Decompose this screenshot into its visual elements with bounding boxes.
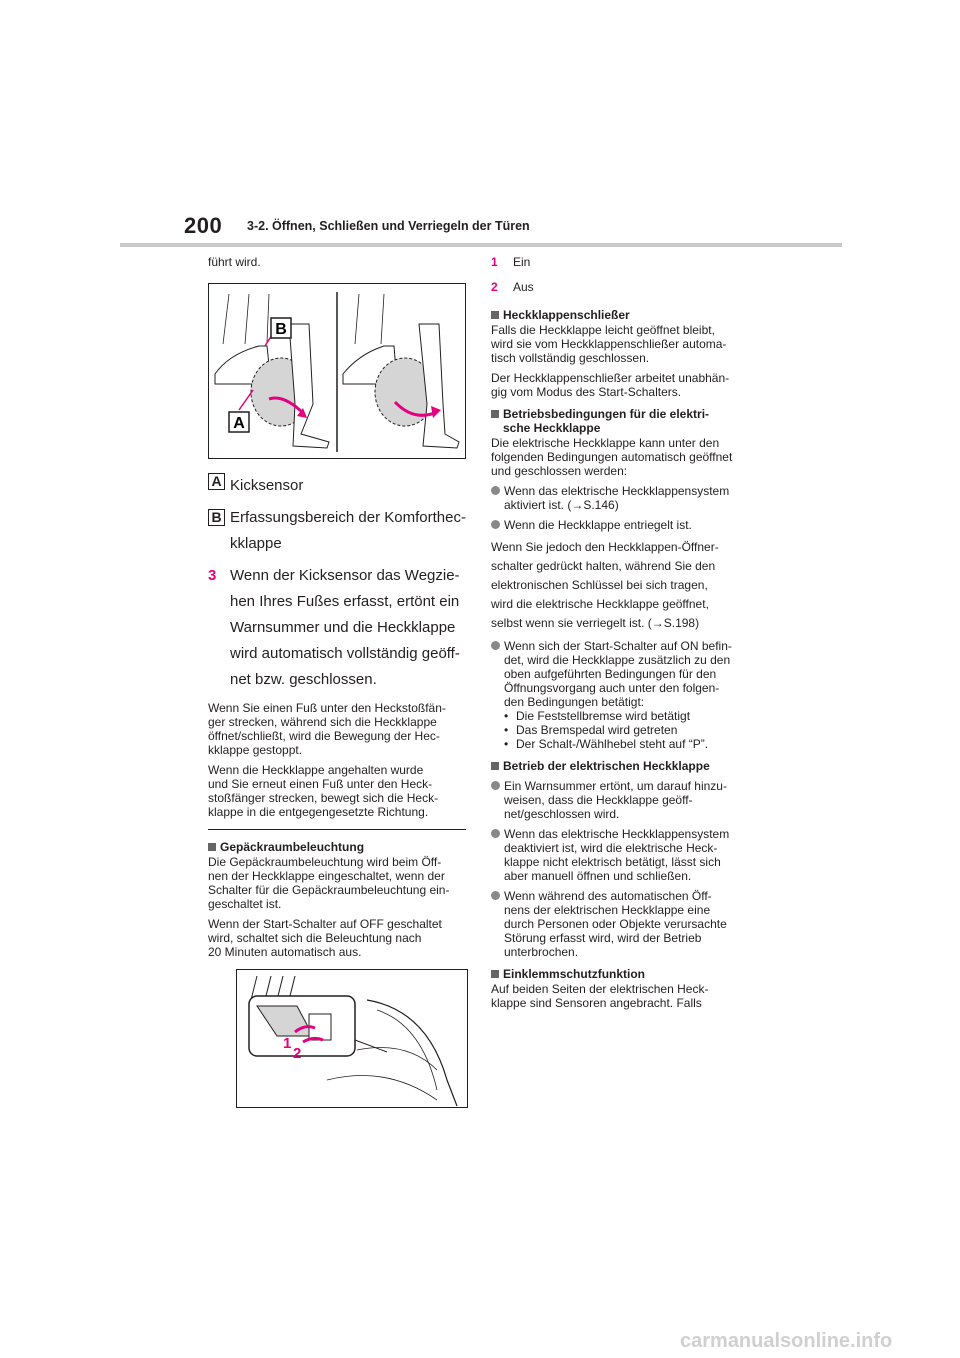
closer-paragraph-2 — [491, 371, 753, 399]
sub-item-text: Die Feststellbremse wird betätigt — [516, 709, 691, 723]
bullet-dot-icon — [491, 641, 500, 650]
text-line: net/geschlossen wird. — [504, 807, 620, 821]
text-line: gig vom Modus des Start-Schalters. — [491, 385, 682, 399]
bullet-dot-icon — [491, 781, 500, 790]
text-line: Wenn der Start-Schalter auf OFF geschaltet — [208, 917, 442, 931]
page-reference-link[interactable]: selbst wenn sie verriegelt ist. (→S.198) — [491, 616, 700, 630]
bullet-text: Wenn die Heckklappe entriegelt ist. — [504, 518, 692, 532]
operation-bullet — [491, 779, 753, 821]
text-line: Die Gepäckraumbeleuchtung wird beim Öff- — [208, 855, 442, 869]
header-rule — [120, 243, 842, 247]
bullet-text — [504, 779, 753, 821]
text-line: Wenn die Heckklappe angehalten wurde — [208, 763, 424, 777]
text-line: kklappe gestoppt. — [208, 743, 303, 757]
heading-operation — [491, 759, 753, 773]
condition-bullet — [491, 518, 753, 532]
heading-square-icon — [491, 311, 499, 319]
figure-label-a: A — [233, 415, 245, 432]
keyless-paragraph — [491, 538, 753, 633]
closer-paragraph-1 — [491, 323, 753, 365]
heading-text — [503, 407, 709, 435]
text-line: Falls die Heckklappe leicht geöffnet bleibt, — [491, 323, 715, 337]
text-line: klappe sind Sensoren angebracht. Falls — [491, 996, 702, 1010]
stop-paragraph — [208, 701, 466, 757]
text-line: Wenn das elektrische Heckklappensystem — [504, 827, 730, 841]
figure-label-1: 1 — [283, 1035, 292, 1052]
text-line: wird, schaltet sich die Beleuchtung nach — [208, 931, 422, 945]
text-line: Ein Warnsummer ertönt, um darauf hinzu- — [504, 779, 727, 793]
heading-text: Gepäckraumbeleuchtung — [220, 840, 365, 854]
heading-text: Heckklappenschließer — [503, 308, 630, 322]
right-column — [491, 255, 753, 1016]
text-line: tisch vollständig geschlossen. — [491, 351, 650, 365]
bullet-text — [504, 889, 753, 959]
figure-label-2: 2 — [293, 1045, 302, 1062]
heading-square-icon — [491, 410, 499, 418]
text-line: Wenn Sie jedoch den Heckklappen-Öffner- — [491, 540, 719, 554]
step-3-text — [230, 563, 460, 693]
text-line: Wenn das elektrische Heckklappensystem — [504, 484, 730, 498]
text-line: folgenden Bedingungen automatisch geöffnet — [491, 450, 733, 464]
text-line: 20 Minuten automatisch aus. — [208, 945, 362, 959]
sub-item: • Das Bremspedal wird getreten — [504, 723, 678, 737]
sub-item-text: Das Bremspedal wird getreten — [516, 723, 678, 737]
text-line: klappe nicht elektrisch betätigt, lässt sich — [504, 855, 721, 869]
heading-pinch-protection — [491, 967, 753, 981]
step-1 — [491, 255, 753, 269]
heading-conditions — [491, 407, 753, 435]
bullet-dot-icon — [491, 520, 500, 529]
heading-luggage-light — [208, 840, 466, 854]
condition-bullet — [491, 484, 753, 512]
text-line: det, wird die Heckklappe zusätzlich zu den — [504, 653, 731, 667]
text-line: oben aufgeführten Bedingungen für den — [504, 667, 717, 681]
operation-bullet — [491, 889, 753, 959]
step-line: Wenn der Kicksensor das Wegzie- — [230, 567, 460, 584]
text-line: durch Personen oder Objekte verursachte — [504, 917, 727, 931]
section-title: 3-2. Öffnen, Schließen und Verriegeln der Türen — [247, 219, 530, 233]
text-line: nens der elektrischen Heckklappe eine — [504, 903, 711, 917]
heading-line: Betriebsbedingungen für die elektri- — [503, 407, 710, 421]
step-2-text: Aus — [513, 280, 534, 294]
step-line: hen Ihres Fußes erfasst, ertönt ein — [230, 593, 460, 610]
text-line: schalter gedrückt halten, während Sie den — [491, 559, 716, 573]
heading-closer — [491, 308, 753, 322]
text-line: Schalter für die Gepäckraumbeleuchtung ein- — [208, 883, 450, 897]
legend-b-line: Erfassungsbereich der Komforthec- — [230, 509, 466, 526]
legend-a-marker: A — [208, 473, 225, 490]
legend-a-text: Kicksensor — [230, 477, 304, 494]
text-line: Auf beiden Seiten der elektrischen Heck- — [491, 982, 709, 996]
text-line: den Bedingungen betätigt: — [504, 695, 645, 709]
text-line: Öffnungsvorgang auch unter den folgen- — [504, 681, 720, 695]
heading-square-icon — [491, 970, 499, 978]
text-line: öffnet/schließt, wird die Bewegung der Hec- — [208, 729, 440, 743]
heading-text: Betrieb der elektrischen Heckklappe — [503, 759, 710, 773]
figure-label-b: B — [275, 321, 287, 338]
step-2-number: 2 — [491, 280, 498, 294]
step-2 — [491, 280, 753, 294]
heading-square-icon — [208, 843, 216, 851]
left-column — [208, 255, 466, 1108]
text-line: Wenn während des automatischen Öff- — [504, 889, 712, 903]
heading-line: sche Heckklappe — [503, 421, 601, 435]
step-1-number: 1 — [491, 255, 498, 269]
bullet-text — [504, 639, 753, 751]
page-number: 200 — [184, 213, 223, 238]
intro-text: führt wird. — [208, 255, 261, 269]
luggage-light-illustration — [236, 969, 468, 1108]
bullet-dot-icon — [491, 891, 500, 900]
condition-bullet — [491, 639, 753, 751]
text-line: Wenn Sie einen Fuß unter den Heckstoßfän- — [208, 701, 446, 715]
text-line: weisen, dass die Heckklappe geöff- — [504, 793, 693, 807]
text-line: stoßfänger strecken, bewegt sich die Heck- — [208, 791, 439, 805]
bullet-text — [504, 827, 753, 883]
text-line: Die elektrische Heckklappe kann unter den — [491, 436, 720, 450]
step-1-text: Ein — [513, 255, 531, 269]
section-divider — [208, 829, 466, 830]
text-line: wird die elektrische Heckklappe geöffnet, — [491, 597, 709, 611]
reverse-paragraph — [208, 763, 466, 819]
step-line: wird automatisch vollständig geöff- — [230, 645, 460, 662]
pinch-paragraph — [491, 982, 753, 1010]
luggage-paragraph-2 — [208, 917, 466, 959]
sub-item: • Der Schalt-/Wählhebel steht auf “P”. — [504, 737, 709, 751]
bullet-dot-icon — [491, 486, 500, 495]
text-line: klappe in die entgegengesetzte Richtung. — [208, 805, 429, 819]
heading-square-icon — [491, 762, 499, 770]
legend-b-text — [230, 505, 466, 557]
kick-sensor-drawing — [209, 284, 465, 458]
luggage-light-drawing — [237, 970, 467, 1107]
sub-item: • Die Feststellbremse wird betätigt — [504, 709, 691, 723]
bullet-text — [504, 484, 753, 512]
legend-b-marker: B — [208, 509, 225, 526]
step-line: Warnsummer und die Heckklappe — [230, 619, 456, 636]
text-line: deaktiviert ist, wird die elektrische Heck- — [504, 841, 718, 855]
text-line: aber manuell öffnen und schließen. — [504, 869, 692, 883]
watermark: carmanualsonline.info — [680, 1330, 893, 1352]
text-line: Störung erfasst wird, wird der Betrieb — [504, 931, 702, 945]
sub-item-text: Der Schalt-/Wählhebel steht auf “P”. — [516, 737, 709, 751]
page-reference-link[interactable]: aktiviert ist. (→S.146) — [504, 498, 619, 512]
text-line: elektronischen Schlüssel bei sich tragen, — [491, 578, 708, 592]
conditions-paragraph — [491, 436, 753, 478]
text-line: Der Heckklappenschließer arbeitet unabhän- — [491, 371, 730, 385]
text-line: und geschlossen werden: — [491, 464, 628, 478]
luggage-paragraph-1 — [208, 855, 466, 911]
step-3-number: 3 — [208, 567, 217, 584]
text-line: nen der Heckklappe eingeschaltet, wenn der — [208, 869, 445, 883]
kick-sensor-illustration — [208, 283, 466, 459]
legend-b-line: kklappe — [230, 535, 282, 552]
step-3 — [208, 563, 466, 693]
heading-text: Einklemmschutzfunktion — [503, 967, 646, 981]
text-line: wird sie vom Heckklappenschließer automa- — [491, 337, 727, 351]
text-line: geschaltet ist. — [208, 897, 282, 911]
text-line: unterbrochen. — [504, 945, 579, 959]
text-line: Wenn sich der Start-Schalter auf ON befin- — [504, 639, 732, 653]
legend-a — [208, 473, 466, 499]
text-line: ger strecken, während sich die Heckklappe — [208, 715, 437, 729]
text-line: und Sie erneut einen Fuß unter den Heck- — [208, 777, 433, 791]
bullet-dot-icon — [491, 829, 500, 838]
operation-bullet — [491, 827, 753, 883]
step-line: net bzw. geschlossen. — [230, 671, 377, 688]
legend-b — [208, 505, 466, 557]
